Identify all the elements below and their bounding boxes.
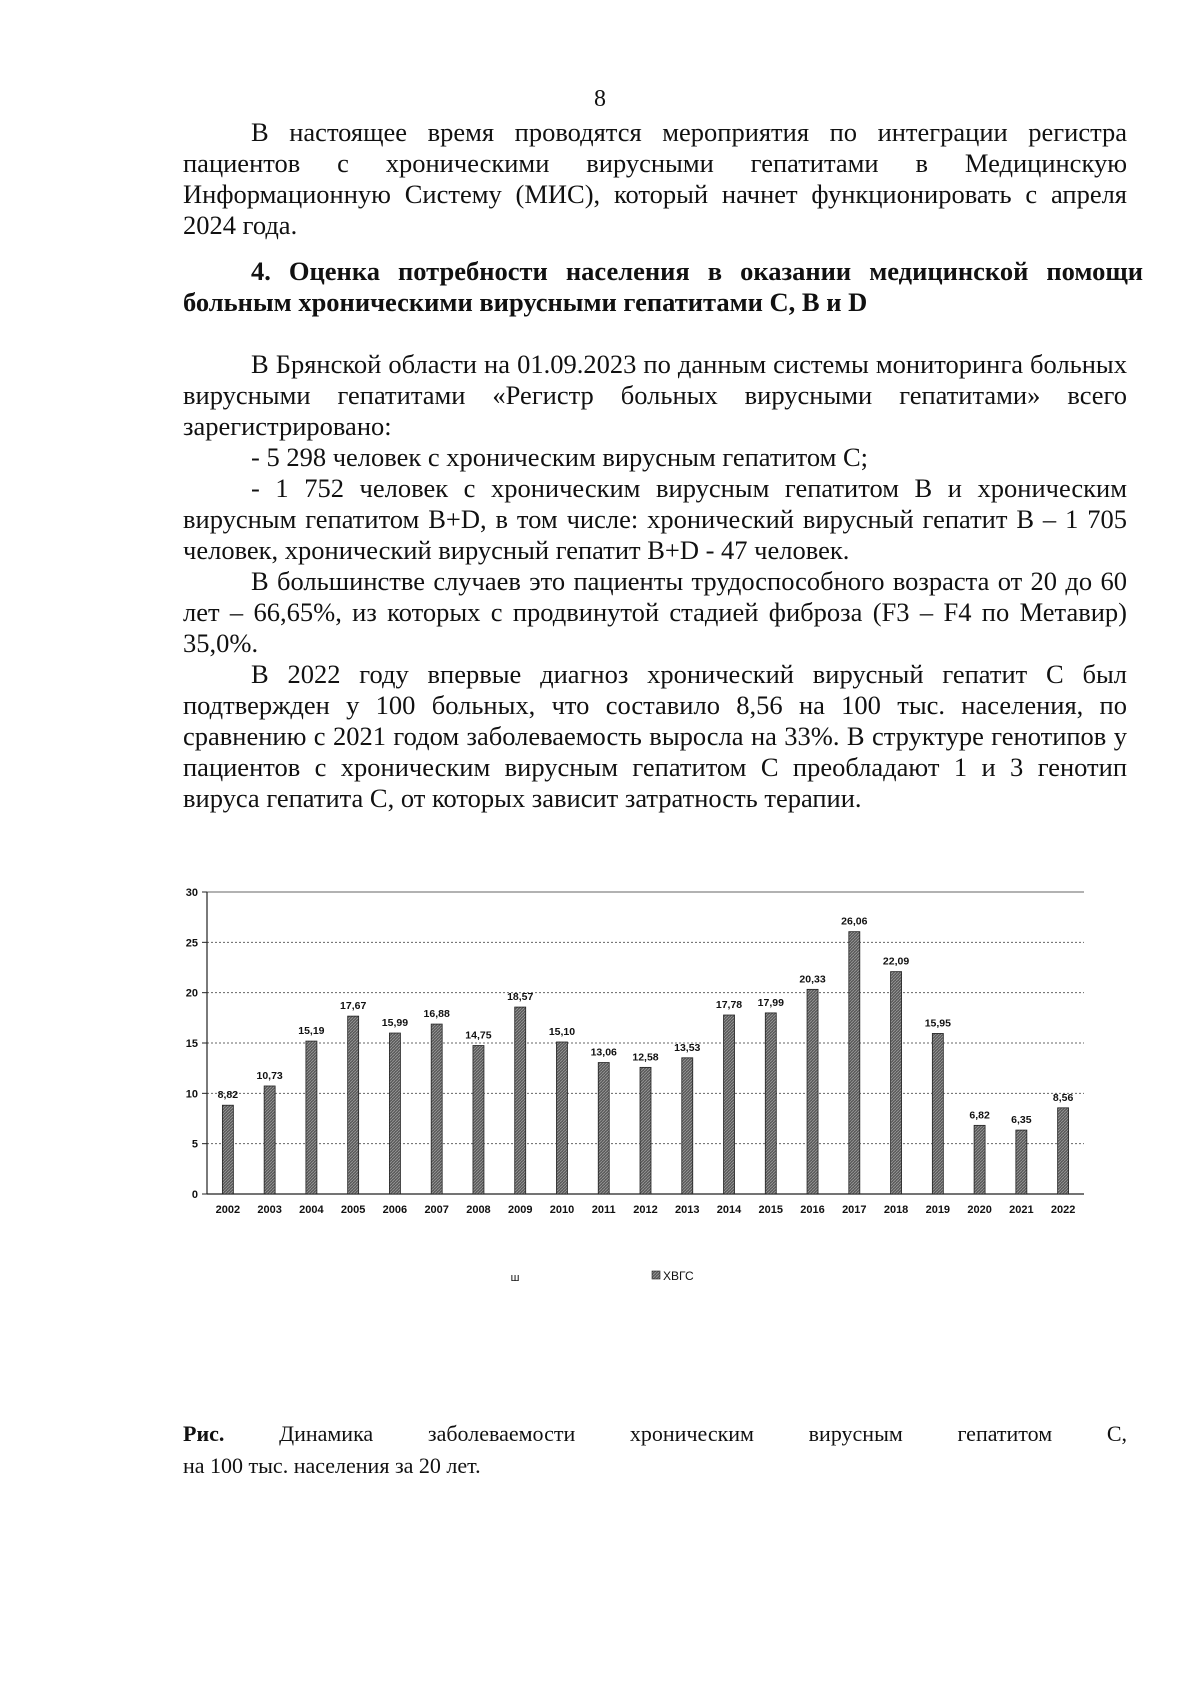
incidence-chart — [170, 858, 1100, 1398]
bar — [515, 1007, 526, 1194]
x-tick-label: 2009 — [507, 1204, 533, 1216]
data-label: 15,95 — [924, 1017, 951, 1030]
x-tick-label: 2006 — [382, 1204, 408, 1216]
caption-word: вирусным — [808, 1421, 903, 1446]
bar — [1016, 1130, 1027, 1194]
legend-label: ХВГС — [663, 1269, 694, 1283]
bar — [473, 1046, 484, 1194]
figure-caption — [183, 1418, 1127, 1482]
data-label: 8,56 — [1052, 1091, 1074, 1104]
bar — [974, 1125, 985, 1194]
x-tick-label: 2018 — [883, 1204, 909, 1216]
caption-line-2: на 100 тыс. населения за 20 лет. — [183, 1453, 481, 1478]
x-tick-label: 2004 — [299, 1204, 324, 1216]
bar — [556, 1042, 567, 1194]
data-label: 6,35 — [1011, 1114, 1032, 1127]
legend-marker-left: ш — [510, 1272, 520, 1284]
bar — [348, 1016, 359, 1194]
legend-swatch — [652, 1271, 660, 1279]
bar — [640, 1067, 651, 1194]
data-label: 10,73 — [256, 1069, 283, 1082]
bullet-hepatitis-b: - 1 752 человек с хроническим вирусным гепатитом В и хроническим вирусным гепатитом В+D, в том числе: хронический вирусный гепатит В – 1 705 человек, хронический вирусный гепатит В+D - 47 человек. — [183, 473, 1127, 565]
caption-label: Рис. — [183, 1421, 225, 1446]
data-label: 17,99 — [757, 996, 784, 1009]
caption-word: С, — [1106, 1421, 1127, 1446]
bar — [306, 1041, 317, 1194]
section-heading: 4. Оценка потребности населения в оказании медицинской помощи больным хроническими вирусными гепатитами С, В и D — [183, 256, 1143, 317]
data-label: 15,19 — [298, 1025, 325, 1038]
x-tick-label: 2002 — [215, 1204, 241, 1216]
x-tick-label: 2007 — [424, 1204, 449, 1216]
caption-word: гепатитом — [957, 1421, 1053, 1446]
data-label: 8,82 — [217, 1089, 239, 1102]
x-tick-label: 2015 — [758, 1204, 784, 1216]
page-number: 8 — [594, 86, 606, 112]
y-tick-label: 30 — [185, 887, 198, 899]
registry-paragraph: В Брянской области на 01.09.2023 по данным системы мониторинга больных вирусными гепатитами «Регистр больных вирусными гепатитами» всего зарегистрировано: — [183, 349, 1127, 441]
y-tick-label: 10 — [185, 1088, 198, 1101]
bar — [222, 1105, 233, 1194]
intro-paragraph: В настоящее время проводятся мероприятия по интеграции регистра пациентов с хроническими вирусными гепатитами в Медицинскую Информационную Систему (МИС), который начнет функционировать с апреля 2024 года. — [183, 117, 1127, 240]
x-tick-label: 2016 — [800, 1204, 825, 1216]
x-tick-label: 2020 — [967, 1204, 992, 1216]
data-label: 13,06 — [590, 1046, 617, 1059]
y-tick-label: 25 — [185, 937, 198, 950]
intro-paragraph-block — [183, 117, 1127, 241]
data-label: 20,33 — [799, 973, 826, 986]
data-label: 18,57 — [507, 991, 534, 1004]
caption-word: Динамика — [279, 1421, 374, 1446]
data-label: 12,58 — [632, 1051, 659, 1064]
bar — [389, 1033, 400, 1194]
bar — [598, 1063, 609, 1194]
x-tick-label: 2010 — [549, 1204, 575, 1216]
age-paragraph: В большинстве случаев это пациенты трудоспособного возраста от 20 до 60 лет – 66,65%, из которых с продвинутой стадией фиброза (F3 – F4 по Метавир) 35,0%. — [183, 566, 1127, 658]
x-tick-label: 2005 — [340, 1204, 366, 1216]
data-label: 26,06 — [841, 915, 868, 928]
x-tick-label: 2021 — [1009, 1204, 1034, 1216]
bar — [1058, 1108, 1069, 1194]
caption-word: хроническим — [629, 1421, 754, 1446]
bar-chart-svg — [170, 858, 1100, 1398]
bar — [682, 1058, 693, 1194]
x-tick-label: 2019 — [925, 1204, 951, 1216]
data-label: 6,82 — [969, 1109, 990, 1122]
bar — [807, 989, 818, 1194]
x-tick-label: 2011 — [591, 1204, 616, 1216]
bar — [264, 1086, 275, 1194]
bar — [765, 1013, 776, 1194]
data-label: 16,88 — [423, 1008, 450, 1021]
x-tick-label: 2014 — [716, 1204, 742, 1216]
data-label: 22,09 — [882, 955, 910, 968]
data-label: 15,99 — [381, 1017, 409, 1030]
bar — [891, 972, 902, 1194]
bullet-hepatitis-c: - 5 298 человек с хроническим вирусным гепатитом С; — [251, 442, 869, 472]
bar — [849, 932, 860, 1194]
x-tick-label: 2008 — [466, 1204, 491, 1216]
caption-word: заболеваемости — [427, 1421, 576, 1446]
bar — [932, 1033, 943, 1194]
data-label: 13,53 — [674, 1041, 701, 1054]
caption-line-1 — [183, 1418, 1127, 1450]
data-label: 17,67 — [340, 1000, 367, 1013]
x-tick-label: 2013 — [675, 1204, 700, 1216]
y-tick-label: 15 — [185, 1038, 198, 1050]
x-tick-label: 2017 — [842, 1204, 867, 1216]
bar — [431, 1024, 442, 1194]
data-label: 14,75 — [465, 1029, 492, 1042]
data-label: 15,10 — [548, 1025, 576, 1038]
data-label: 17,78 — [715, 999, 743, 1012]
y-tick-label: 20 — [185, 987, 198, 1000]
x-tick-label: 2022 — [1050, 1204, 1076, 1216]
y-tick-label: 0 — [191, 1189, 198, 1201]
incidence-paragraph: В 2022 году впервые диагноз хронический вирусный гепатит С был подтвержден у 100 больных, что составило 8,56 на 100 тыс. населения, по сравнению с 2021 годом заболеваемость выросла на 33%. В структуре генотипов у пациентов с хроническим вирусным гепатитом С преобладают 1 и 3 генотип вируса гепатита С, от которых зависит затратность терапии. — [183, 659, 1127, 813]
x-tick-label: 2012 — [633, 1204, 658, 1216]
main-text-block — [183, 349, 1127, 814]
bar — [724, 1015, 735, 1194]
x-tick-label: 2003 — [257, 1204, 282, 1216]
y-tick-label: 5 — [191, 1138, 198, 1151]
